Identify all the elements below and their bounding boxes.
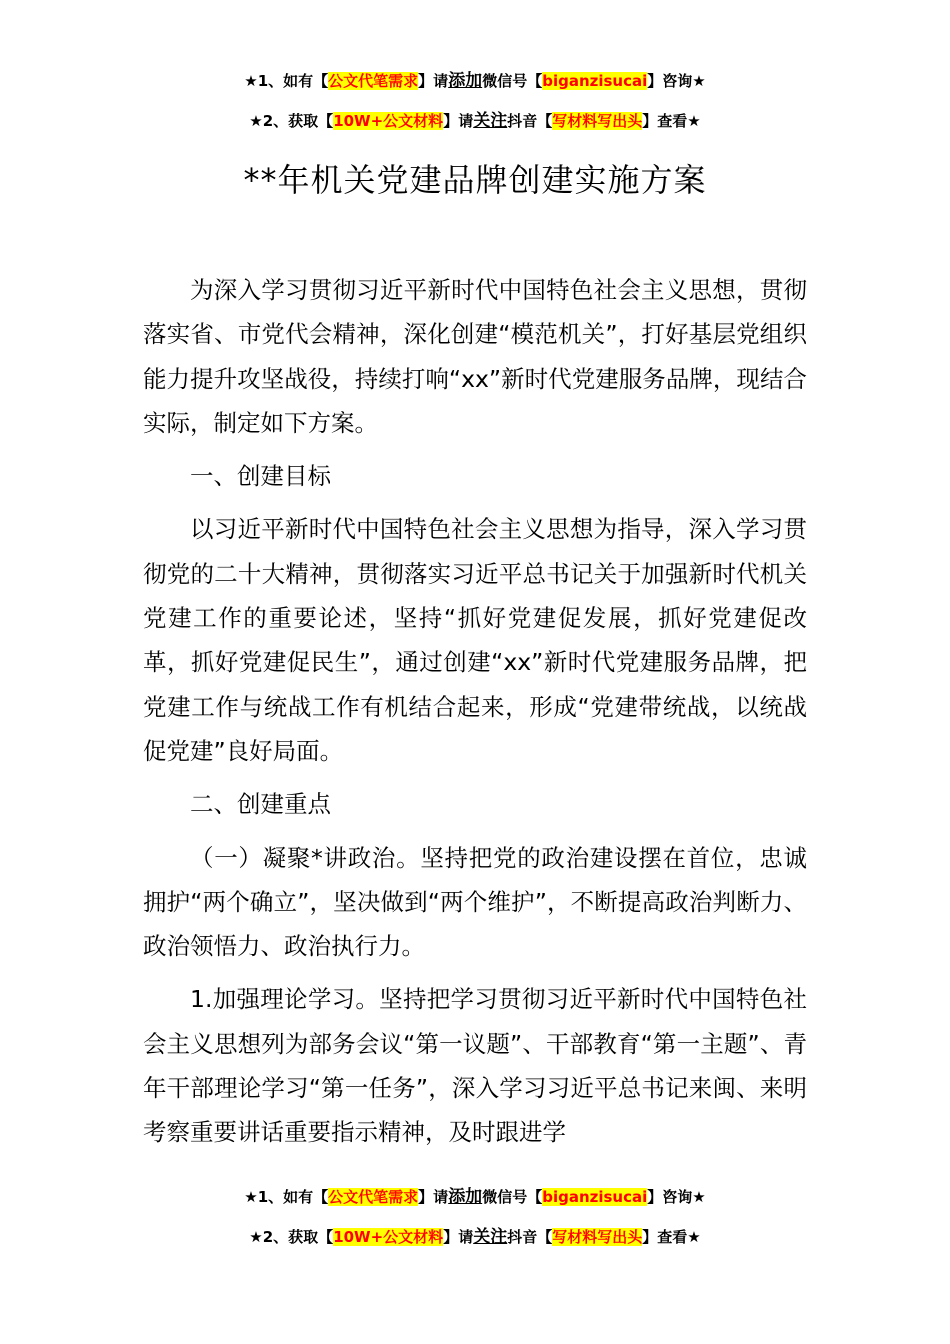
paragraph: 为深入学习贯彻习近平新时代中国特色社会主义思想，贯彻落实省、市党代会精神，深化创建“模范机关”，打好基层党组织能力提升攻坚战役，持续打响“xx”新时代党建服务品牌，现结合实际，制定如下方案。 <box>143 276 807 437</box>
highlight: 写材料写出头 <box>552 1228 643 1246</box>
highlight: 公文代笔需求 <box>328 1188 419 1206</box>
section-heading: 一、创建目标 <box>190 462 331 491</box>
highlight: 10W+公文材料 <box>333 1228 444 1246</box>
banner-bottom-line-2: ★2、获取【10W+公文材料】请关注抖音【写材料写出头】查看★ <box>249 1227 701 1247</box>
document-body <box>143 268 807 1164</box>
highlight: biganzisucai <box>542 72 648 90</box>
paragraph: 1.加强理论学习。坚持把学习贯彻习近平新时代中国特色社会主义思想列为部务会议“第一议题”、干部教育“第一主题”、青年干部理论学习“第一任务”，深入学习习近平总书记来闽、来明考察重要讲话重要指示精神，及时跟进学 <box>143 985 807 1147</box>
paragraph: （一）凝聚*讲政治。坚持把党的政治建设摆在首位，忠诚拥护“两个确立”，坚决做到“两个维护”，不断提高政治判断力、政治领悟力、政治执行力。 <box>143 843 807 961</box>
highlight: biganzisucai <box>542 1188 648 1206</box>
highlight: 10W+公文材料 <box>333 112 444 130</box>
document-title: **年机关党建品牌创建实施方案 <box>243 161 707 199</box>
banner-bottom-line-1: ★1、如有【公文代笔需求】请添加微信号【biganzisucai】咨询★ <box>244 1187 706 1207</box>
section-heading: 二、创建重点 <box>190 790 331 819</box>
highlight: 公文代笔需求 <box>328 72 419 90</box>
paragraph: 以习近平新时代中国特色社会主义思想为指导，深入学习贯彻党的二十大精神，贯彻落实习近平总书记关于加强新时代机关党建工作的重要论述，坚持“抓好党建促发展，抓好党建促改革，抓好党建促民生”，通过创建“xx”新时代党建服务品牌，把党建工作与统战工作有机结合起来，形成“党建带统战，以统战促党建”良好局面。 <box>143 515 807 765</box>
banner-top-line-2: ★2、获取【10W+公文材料】请关注抖音【写材料写出头】查看★ <box>249 111 701 131</box>
banner-top-line-1: ★1、如有【公文代笔需求】请添加微信号【biganzisucai】咨询★ <box>244 71 706 91</box>
highlight: 写材料写出头 <box>552 112 643 130</box>
